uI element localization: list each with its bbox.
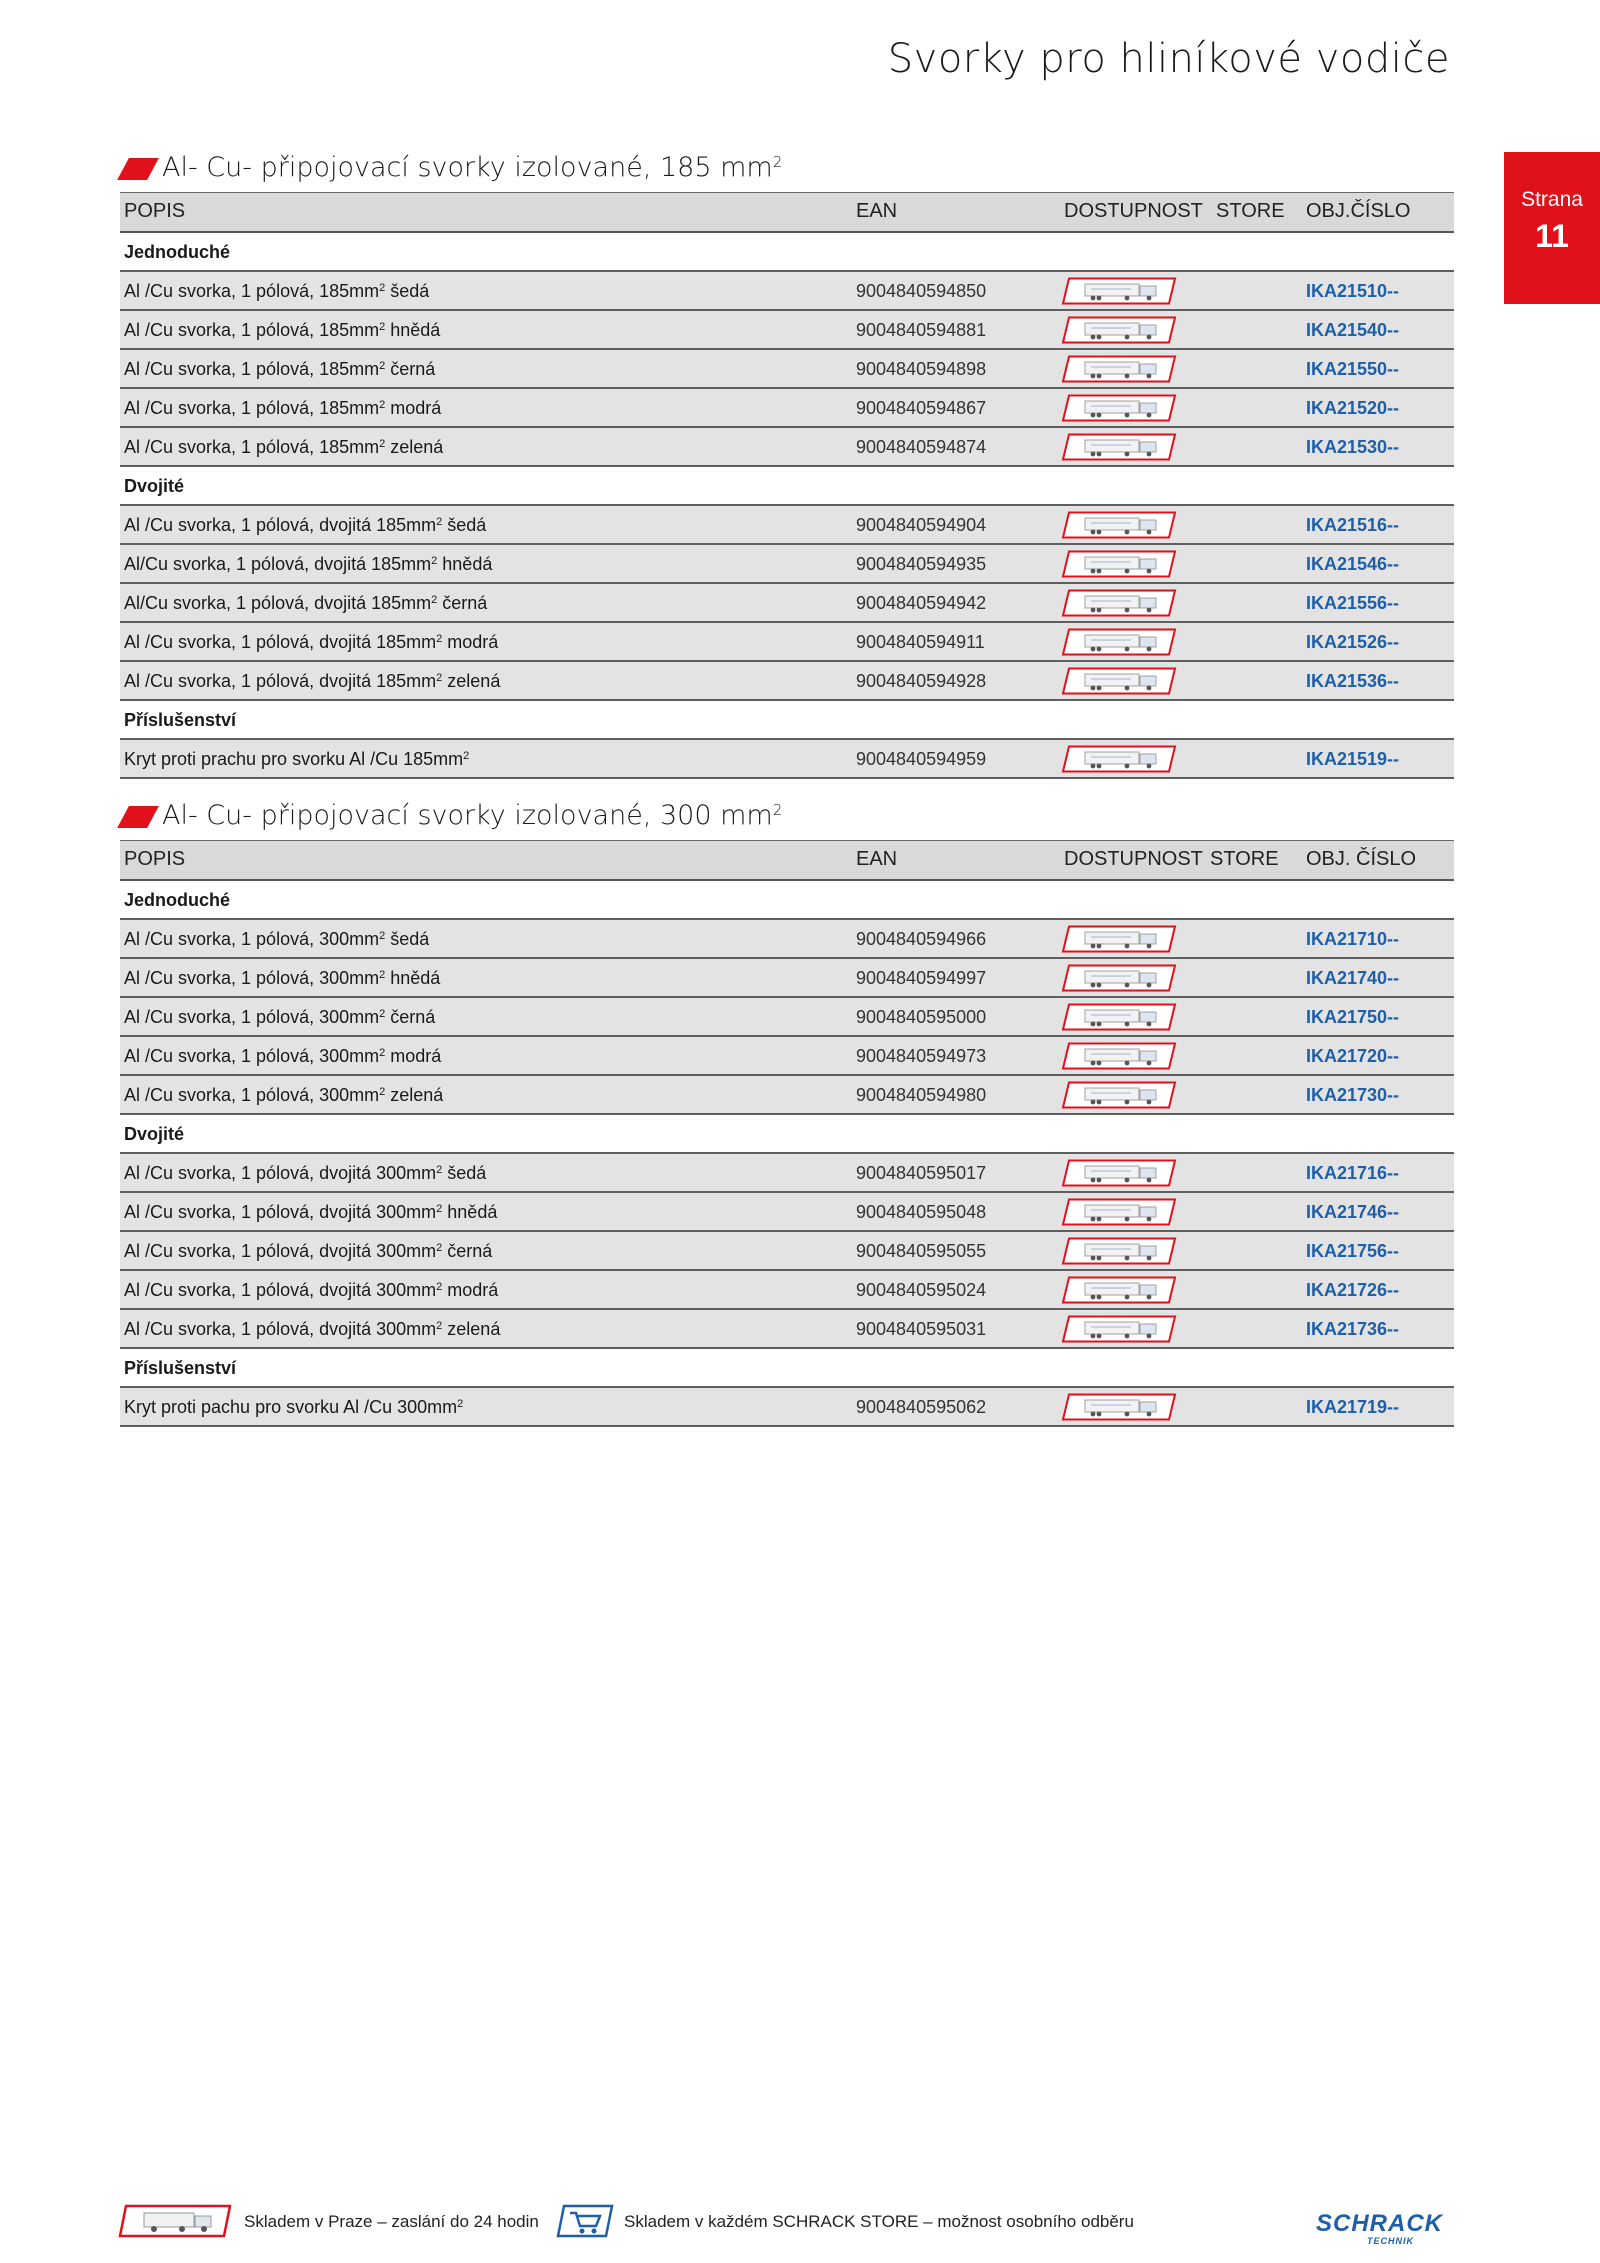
section-title: Al- Cu- připojovací svorky izolované, 185 $mm^2$ xyxy=(162,152,783,183)
section-300 xyxy=(120,798,1454,1427)
row-order-number[interactable]: IKA21746-- xyxy=(1306,1202,1400,1222)
row-ean: 9004840594874 xyxy=(856,437,987,457)
subgroup-row xyxy=(120,467,1454,506)
truck-availability-icon xyxy=(1061,925,1177,958)
table-row xyxy=(120,584,1454,623)
row-description: Al /Cu svorka, 1 pólová, dvojitá $300mm^2$ zelená xyxy=(124,1319,501,1339)
truck-availability-icon xyxy=(1061,394,1177,427)
row-order-number[interactable]: IKA21519-- xyxy=(1306,749,1400,769)
row-ean: 9004840595017 xyxy=(856,1163,987,1183)
row-ean: 9004840595000 xyxy=(856,1007,987,1027)
col-popis: POPIS xyxy=(124,848,186,870)
col-obj: OBJ. ČÍSLO xyxy=(1306,848,1417,870)
schrack-logo xyxy=(1316,2210,1443,2246)
truck-availability-icon xyxy=(1061,964,1177,997)
truck-availability-icon xyxy=(1061,589,1177,622)
row-description: Al /Cu svorka, 1 pólová, dvojitá $300mm^2$ šedá xyxy=(124,1163,487,1183)
subgroup-label: Jednoduché xyxy=(124,242,231,262)
truck-availability-icon xyxy=(1061,550,1177,583)
truck-availability-icon xyxy=(1061,355,1177,388)
row-description: Al /Cu svorka, 1 pólová, dvojitá $185mm^2$ modrá xyxy=(124,632,499,652)
subgroup-row xyxy=(120,233,1454,272)
section-heading xyxy=(120,150,1454,192)
truck-legend-text: Skladem v Praze – zaslání do 24 hodin xyxy=(244,2212,539,2231)
row-order-number[interactable]: IKA21530-- xyxy=(1306,437,1400,457)
truck-availability-icon xyxy=(1061,667,1177,700)
row-ean: 9004840594980 xyxy=(856,1085,987,1105)
row-ean: 9004840594881 xyxy=(856,320,987,340)
row-ean: 9004840595062 xyxy=(856,1397,987,1417)
table-body xyxy=(120,881,1454,1427)
row-ean: 9004840595055 xyxy=(856,1241,987,1261)
section-185 xyxy=(120,150,1454,779)
row-order-number[interactable]: IKA21750-- xyxy=(1306,1007,1400,1027)
table-row xyxy=(120,959,1454,998)
row-ean: 9004840594850 xyxy=(856,281,987,301)
table-row xyxy=(120,662,1454,701)
row-ean: 9004840594959 xyxy=(856,749,987,769)
truck-availability-icon xyxy=(1061,745,1177,778)
truck-availability-icon xyxy=(1061,1042,1177,1075)
row-ean: 9004840594942 xyxy=(856,593,987,613)
store-legend-text: Skladem v každém SCHRACK STORE – možnost osobního odběru xyxy=(624,2212,1134,2231)
row-ean: 9004840595024 xyxy=(856,1280,987,1300)
page-tab-label: Strana xyxy=(1521,188,1583,211)
table-header xyxy=(120,840,1454,881)
row-order-number[interactable]: IKA21730-- xyxy=(1306,1085,1400,1105)
logo-wordmark: SCHRACK xyxy=(1316,2210,1443,2237)
subgroup-label: Dvojité xyxy=(124,1124,185,1144)
page-number: 11 xyxy=(1535,218,1569,254)
row-ean: 9004840594867 xyxy=(856,398,987,418)
row-description: Al /Cu svorka, 1 pólová, $300mm^2$ šedá xyxy=(124,929,430,949)
row-description: Al /Cu svorka, 1 pólová, $185mm^2$ zelená xyxy=(124,437,444,457)
truck-availability-icon xyxy=(1061,1393,1177,1426)
row-ean: 9004840594904 xyxy=(856,515,987,535)
table-row xyxy=(120,428,1454,467)
truck-availability-icon xyxy=(1061,433,1177,466)
row-order-number[interactable]: IKA21720-- xyxy=(1306,1046,1400,1066)
col-ean: EAN xyxy=(856,848,898,870)
row-description: Kryt proti prachu pro svorku Al /Cu $185mm^2$ xyxy=(124,749,470,769)
section-title: Al- Cu- připojovací svorky izolované, 300 $mm^2$ xyxy=(162,800,783,831)
row-order-number[interactable]: IKA21756-- xyxy=(1306,1241,1400,1261)
table-row xyxy=(120,740,1454,779)
table-header xyxy=(120,192,1454,233)
table-row xyxy=(120,1388,1454,1427)
subgroup-label: Dvojité xyxy=(124,476,185,496)
page-title: Svorky pro hliníkové vodiče xyxy=(887,36,1450,82)
row-description: Al /Cu svorka, 1 pólová, $300mm^2$ zelená xyxy=(124,1085,444,1105)
truck-availability-icon xyxy=(1061,277,1177,310)
row-ean: 9004840594966 xyxy=(856,929,987,949)
table-row xyxy=(120,1037,1454,1076)
col-store: STORE xyxy=(1210,848,1279,870)
row-ean: 9004840594928 xyxy=(856,671,987,691)
table-row xyxy=(120,623,1454,662)
table-row xyxy=(120,545,1454,584)
section-marker-icon xyxy=(117,158,159,180)
row-order-number[interactable]: IKA21516-- xyxy=(1306,515,1400,535)
truck-availability-icon xyxy=(1061,1315,1177,1348)
subgroup-row xyxy=(120,701,1454,740)
row-ean: 9004840594898 xyxy=(856,359,987,379)
footer-legend xyxy=(118,2200,1458,2246)
row-ean: 9004840595048 xyxy=(856,1202,987,1222)
table-row xyxy=(120,506,1454,545)
row-order-number[interactable]: IKA21556-- xyxy=(1306,593,1400,613)
table-row xyxy=(120,350,1454,389)
page-tab xyxy=(1504,152,1600,304)
row-description: Al /Cu svorka, 1 pólová, dvojitá $300mm^2$ hnědá xyxy=(124,1202,498,1222)
table-row xyxy=(120,1232,1454,1271)
row-order-number[interactable]: IKA21540-- xyxy=(1306,320,1400,340)
table-row xyxy=(120,1310,1454,1349)
row-description: Al/Cu svorka, 1 pólová, dvojitá $185mm^2$ hnědá xyxy=(124,554,493,574)
row-order-number[interactable]: IKA21716-- xyxy=(1306,1163,1400,1183)
truck-availability-icon xyxy=(1061,1198,1177,1231)
table-row xyxy=(120,998,1454,1037)
row-ean: 9004840594997 xyxy=(856,968,987,988)
row-order-number[interactable]: IKA21736-- xyxy=(1306,1319,1400,1339)
truck-availability-icon xyxy=(1061,628,1177,661)
truck-availability-icon xyxy=(1061,511,1177,544)
row-order-number[interactable]: IKA21526-- xyxy=(1306,632,1400,652)
col-ean: EAN xyxy=(856,200,898,222)
logo-subtitle: TECHNIK xyxy=(1367,2236,1414,2246)
table-row xyxy=(120,1154,1454,1193)
row-ean: 9004840595031 xyxy=(856,1319,987,1339)
col-obj: OBJ.ČÍSLO xyxy=(1306,200,1411,222)
row-order-number[interactable]: IKA21536-- xyxy=(1306,671,1400,691)
row-order-number[interactable]: IKA21510-- xyxy=(1306,281,1400,301)
row-description: Al /Cu svorka, 1 pólová, $185mm^2$ hnědá xyxy=(124,320,441,340)
row-ean: 9004840594935 xyxy=(856,554,987,574)
row-description: Al /Cu svorka, 1 pólová, dvojitá $185mm^2$ zelená xyxy=(124,671,501,691)
row-order-number[interactable]: IKA21546-- xyxy=(1306,554,1400,574)
table-row xyxy=(120,1193,1454,1232)
section-heading xyxy=(120,798,1454,840)
row-description: Al /Cu svorka, 1 pólová, $300mm^2$ černá xyxy=(124,1007,436,1027)
row-order-number[interactable]: IKA21520-- xyxy=(1306,398,1400,418)
truck-availability-icon xyxy=(1061,316,1177,349)
col-popis: POPIS xyxy=(124,200,186,222)
row-description: Al /Cu svorka, 1 pólová, dvojitá $300mm^2$ modrá xyxy=(124,1280,499,1300)
col-dostupnost: DOSTUPNOST xyxy=(1064,200,1203,222)
row-order-number[interactable]: IKA21726-- xyxy=(1306,1280,1400,1300)
truck-availability-icon xyxy=(1061,1159,1177,1192)
row-ean: 9004840594973 xyxy=(856,1046,987,1066)
subgroup-label: Příslušenství xyxy=(124,1358,237,1378)
truck-availability-icon xyxy=(1061,1276,1177,1309)
table-row xyxy=(120,272,1454,311)
section-marker-icon xyxy=(117,806,159,828)
col-store: STORE xyxy=(1216,200,1285,222)
subgroup-row xyxy=(120,1349,1454,1388)
row-order-number[interactable]: IKA21740-- xyxy=(1306,968,1400,988)
table-row xyxy=(120,311,1454,350)
table-row xyxy=(120,389,1454,428)
row-description: Al/Cu svorka, 1 pólová, dvojitá $185mm^2$ černá xyxy=(124,593,488,613)
truck-icon xyxy=(118,2204,232,2243)
row-description: Al /Cu svorka, 1 pólová, $185mm^2$ modrá xyxy=(124,398,442,418)
row-ean: 9004840594911 xyxy=(856,632,985,652)
col-dostupnost: DOSTUPNOST xyxy=(1064,848,1203,870)
truck-availability-icon xyxy=(1061,1003,1177,1036)
subgroup-label: Jednoduché xyxy=(124,890,231,910)
table-row xyxy=(120,1076,1454,1115)
row-description: Al /Cu svorka, 1 pólová, dvojitá $185mm^2$ šedá xyxy=(124,515,487,535)
table-body xyxy=(120,233,1454,779)
subgroup-label: Příslušenství xyxy=(124,710,237,730)
row-description: Al /Cu svorka, 1 pólová, $185mm^2$ šedá xyxy=(124,281,430,301)
row-order-number[interactable]: IKA21719-- xyxy=(1306,1397,1400,1417)
row-description: Kryt proti pachu pro svorku Al /Cu $300mm^2$ xyxy=(124,1397,464,1417)
row-description: Al /Cu svorka, 1 pólová, dvojitá $300mm^2$ černá xyxy=(124,1241,493,1261)
row-description: Al /Cu svorka, 1 pólová, $300mm^2$ hnědá xyxy=(124,968,441,988)
row-description: Al /Cu svorka, 1 pólová, $185mm^2$ černá xyxy=(124,359,436,379)
truck-availability-icon xyxy=(1061,1237,1177,1270)
row-order-number[interactable]: IKA21710-- xyxy=(1306,929,1400,949)
row-order-number[interactable]: IKA21550-- xyxy=(1306,359,1400,379)
table-row xyxy=(120,1271,1454,1310)
table-row xyxy=(120,920,1454,959)
subgroup-row xyxy=(120,881,1454,920)
cart-icon xyxy=(556,2204,614,2243)
truck-availability-icon xyxy=(1061,1081,1177,1114)
subgroup-row xyxy=(120,1115,1454,1154)
row-description: Al /Cu svorka, 1 pólová, $300mm^2$ modrá xyxy=(124,1046,442,1066)
